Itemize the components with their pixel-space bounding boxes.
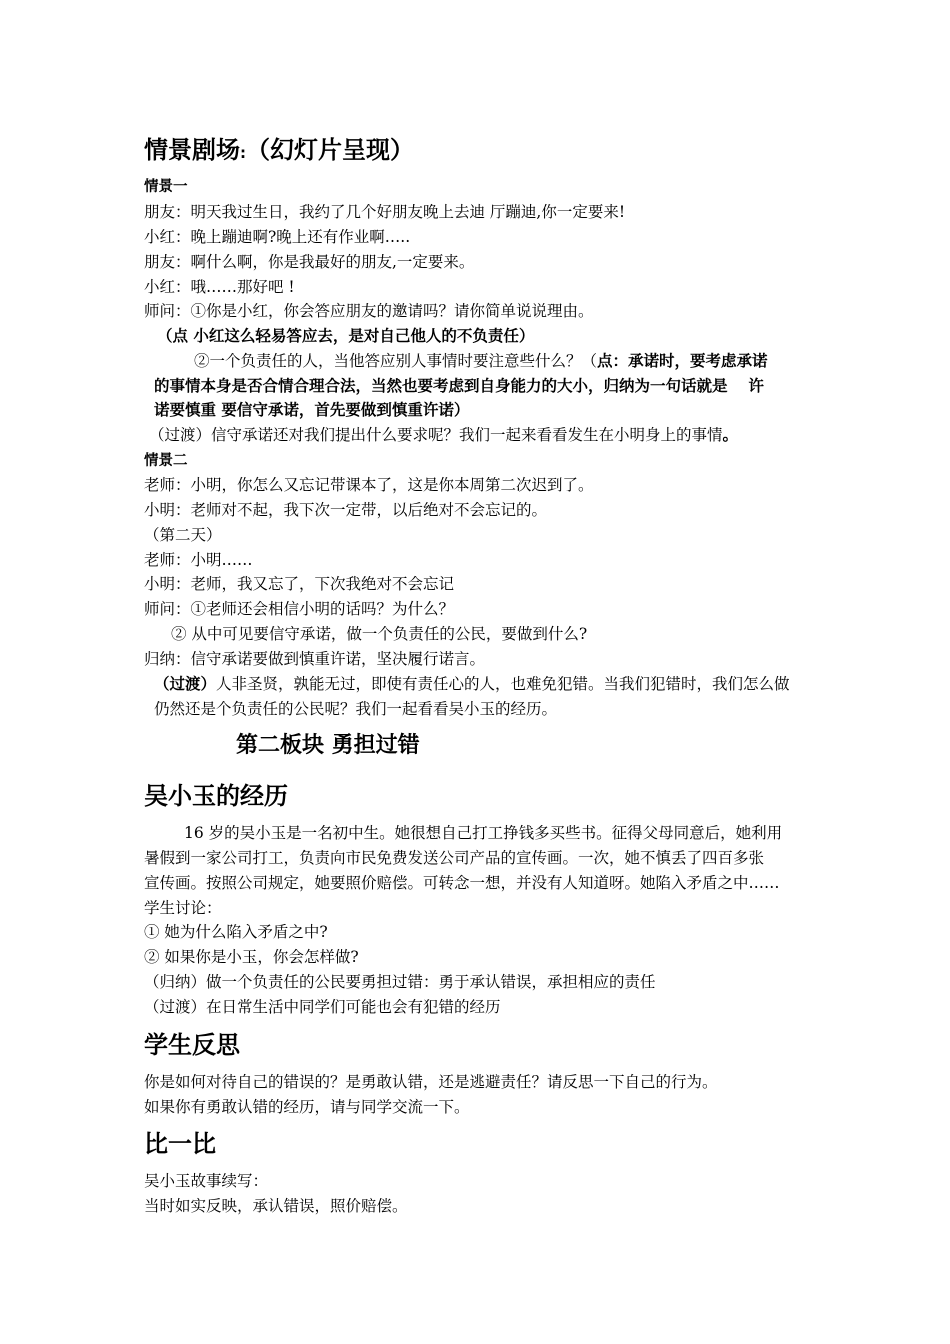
- title-paren: （幻灯片呈现）: [246, 136, 414, 164]
- scene1-point-line: 诺要慎重 要信守承诺，首先要做到慎重许诺）: [154, 400, 470, 419]
- reflection-line: 如果你有勇敢认错的经历，请与同学交流一下。: [144, 1098, 470, 1116]
- scene1-line: 朋友：啊什么啊，你是我最好的朋友,一定要来。: [144, 253, 475, 271]
- scene2-transition-line: 仍然还是个负责任的公民呢？我们一起看看吴小玉的经历。: [154, 700, 558, 718]
- scene1-heading: 情景一: [144, 179, 188, 195]
- scene2-line: 小明：老师对不起，我下次一定带，以后绝对不会忘记的。: [144, 501, 548, 519]
- question-label: 师问：: [144, 302, 191, 320]
- story-paragraph-line: 暑假到一家公司打工，负责向市民免费发送公司产品的宣传画。一次，她不慎丢了四百多张: [144, 849, 765, 867]
- story-transition: （过渡）在日常生活中同学们可能也会有犯错的经历: [144, 998, 501, 1016]
- compare-line: 当时如实反映，承认错误，照价赔偿。: [144, 1197, 408, 1215]
- scene1-question-1: [144, 301, 594, 321]
- discussion-label: 学生讨论：: [144, 899, 222, 917]
- scene1-transition: [149, 425, 738, 445]
- story-paragraph-line: 16 岁的吴小玉是一名初中生。她很想自己打工挣钱多买些书。征得父母同意后，她利用: [184, 824, 783, 842]
- story-heading: 吴小玉的经历: [144, 782, 288, 810]
- title-colon: :: [240, 144, 246, 162]
- section-2-title: 第二板块 勇担过错: [236, 733, 420, 758]
- scene1-line: 小红：哦……那好吧 !: [144, 278, 295, 296]
- question-text: ①你是小红，你会答应朋友的邀请吗？请你简单说说理由。: [190, 302, 594, 320]
- section-title: [144, 135, 414, 168]
- transition-label: （过渡）: [154, 674, 217, 693]
- scene1-line: 朋友：明天我过生日，我约了几个好朋友晚上去迪 厅蹦迪,你一定要来!: [144, 203, 626, 221]
- scene1-question-2: [194, 351, 768, 371]
- reflection-heading: 学生反思: [144, 1031, 240, 1059]
- discussion-question: ① 她为什么陷入矛盾之中?: [144, 923, 328, 941]
- title-main: 情景剧场: [144, 136, 240, 164]
- scene2-line: 老师：小明……: [144, 551, 253, 569]
- scene2-heading: 情景二: [144, 453, 188, 469]
- discussion-question: ② 如果你是小玉，你会怎样做?: [144, 948, 359, 966]
- scene2-line: 小明：老师，我又忘了，下次我绝对不会忘记: [144, 575, 455, 593]
- scene1-point: （点 小红这么轻易答应去，是对自己他人的不负责任）: [157, 326, 535, 345]
- transition-label: （过渡）: [149, 426, 212, 444]
- scene2-question-2: ② 从中可见要信守承诺，做一个负责任的公民，要做到什么?: [171, 625, 588, 643]
- scene2-line: 老师：小明，你怎么又忘记带课本了，这是你本周第二次迟到了。: [144, 476, 594, 494]
- reflection-line: 你是如何对待自己的错误的？是勇敢认错，还是逃避责任？请反思一下自己的行为。: [144, 1073, 718, 1091]
- compare-heading: 比一比: [144, 1130, 216, 1158]
- compare-line: 吴小玉故事续写：: [144, 1172, 269, 1190]
- story-paragraph-line: 宣传画。按照公司规定，她要照价赔偿。可转念一想，并没有人知道呀。她陷入矛盾之中……: [144, 874, 780, 892]
- scene2-line: 师问：①老师还会相信小明的话吗？为什么？: [144, 600, 455, 618]
- transition-text: 信守承诺还对我们提出什么要求呢？我们一起来看看发生在小明身上的事情: [211, 426, 723, 444]
- scene2-summary: 归纳：信守承诺要做到慎重许诺，坚决履行诺言。: [144, 650, 486, 668]
- story-summary: （归纳）做一个负责任的公民要勇担过错：勇于承认错误，承担相应的责任: [144, 973, 656, 991]
- scene1-point-line: 的事情本身是否合情合理合法，当然也要考虑到自身能力的大小，归纳为一句话就是 许: [154, 376, 764, 395]
- scene2-transition: [154, 674, 790, 694]
- scene1-line: 小红：晚上蹦迪啊?晚上还有作业啊…..: [144, 228, 411, 246]
- scene2-line: （第二天）: [144, 526, 222, 544]
- transition-text: 人非圣贤，孰能无过，即使有责任心的人，也难免犯错。当我们犯错时，我们怎么做: [216, 675, 790, 693]
- question-point: 点：承诺时，要考虑承诺: [597, 351, 768, 370]
- question-text: ②一个负责任的人，当他答应别人事情时要注意些什么？（: [194, 352, 598, 370]
- transition-end: 。: [722, 425, 739, 444]
